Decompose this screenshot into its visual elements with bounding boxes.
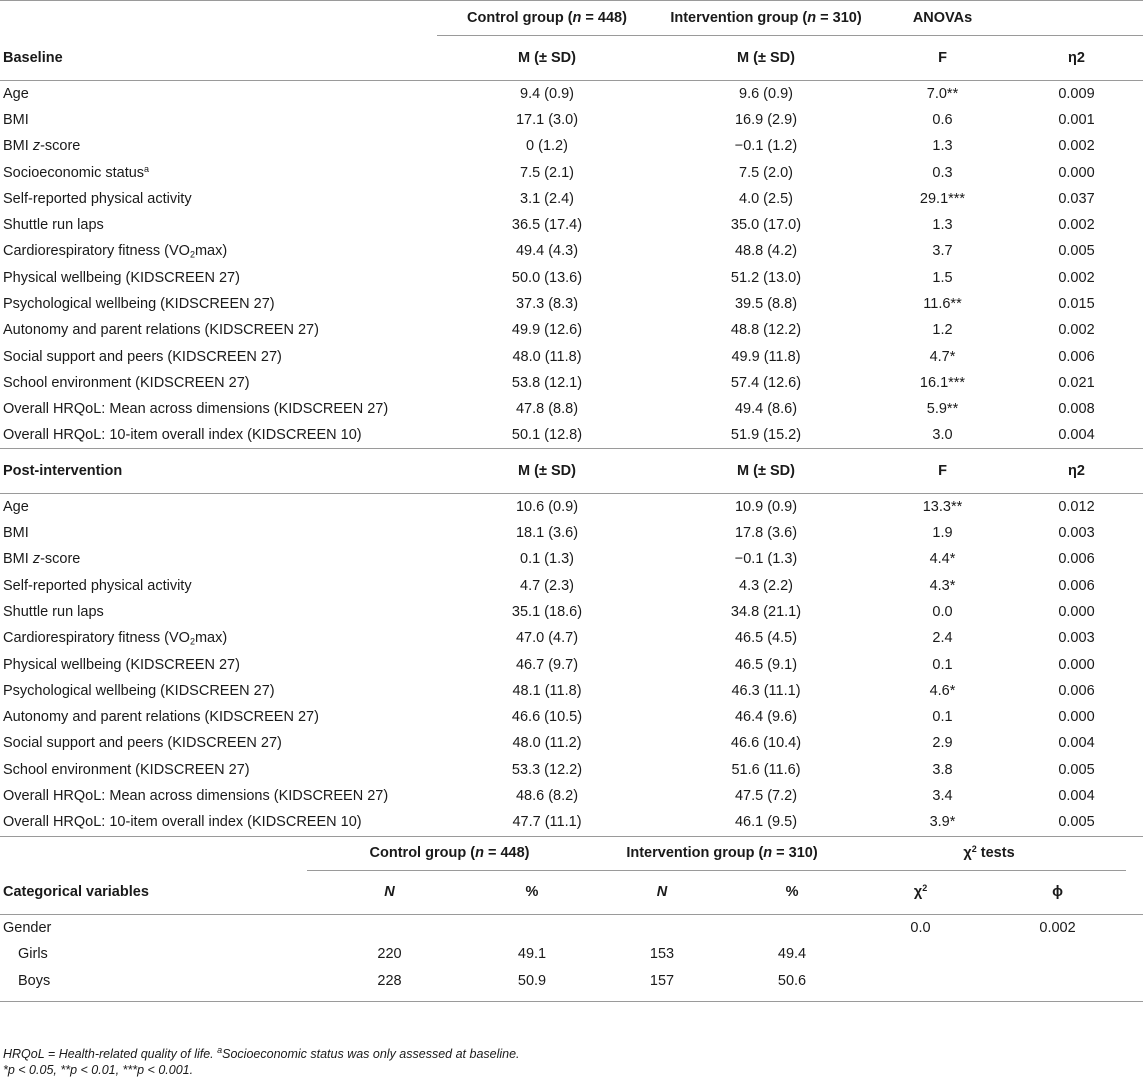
- eta-value: 0.006: [1058, 551, 1095, 568]
- table-row: [0, 704, 1143, 730]
- eta-value: 0.002: [1058, 217, 1095, 234]
- eta-value: 0.008: [1058, 401, 1095, 418]
- categorical-table: [0, 836, 1143, 1003]
- row-label: Age: [3, 85, 29, 102]
- eta-value: 0.021: [1058, 374, 1095, 391]
- control-value: 47.7 (11.1): [512, 814, 582, 831]
- intervention-value: 46.4 (9.6): [734, 709, 798, 726]
- intervention-value: 46.5 (9.1): [734, 656, 798, 673]
- control-value: 47.8 (8.8): [515, 401, 579, 418]
- f-value: 4.3*: [929, 577, 956, 594]
- row-label: Psychological wellbeing (KIDSCREEN 27): [3, 296, 275, 313]
- gender-sub-label: Girls: [18, 945, 48, 962]
- table-row: [0, 941, 1143, 968]
- intervention-value: 34.8 (21.1): [730, 603, 802, 620]
- row-label: Self-reported physical activity: [3, 577, 192, 594]
- f-value: 1.2: [932, 322, 953, 339]
- table-row: [0, 599, 1143, 625]
- f-value: 1.3: [932, 217, 953, 234]
- control-value: 46.6 (10.5): [511, 709, 583, 726]
- f-value: 1.9: [932, 525, 953, 542]
- control-group-header: Control group (n = 448): [437, 1, 657, 36]
- table-row: [0, 370, 1143, 396]
- intervention-value: 51.2 (13.0): [730, 269, 802, 286]
- intervention-value: 9.6 (0.9): [739, 85, 793, 102]
- table-row: [0, 81, 1143, 107]
- eta-value: 0.005: [1058, 243, 1095, 260]
- row-label: Socioeconomic status$^a$: [3, 163, 150, 181]
- col-pct-control: %: [472, 870, 592, 914]
- control-value: 35.1 (18.6): [511, 603, 583, 620]
- f-value: 1.3: [932, 138, 953, 155]
- eta-value: 0.005: [1058, 814, 1095, 831]
- control-value: 50.0 (13.6): [511, 269, 583, 286]
- intervention-value: 4.3 (2.2): [739, 577, 793, 594]
- col-header-f: F: [875, 449, 1010, 494]
- footnote-abbrev: HRQoL = Health-related quality of life. $^a$Socioeconomic status was only assessed at baseline.: [3, 1045, 520, 1061]
- intervention-value: 49.4 (8.6): [734, 401, 798, 418]
- group-header-row: [0, 1, 1143, 36]
- eta-value: 0.000: [1058, 656, 1095, 673]
- pct-intervention: 50.6: [777, 972, 807, 989]
- intervention-value: 46.5 (4.5): [734, 630, 798, 647]
- table-row: [0, 573, 1143, 599]
- categorical-subheader-row: [0, 870, 1143, 914]
- f-value: 16.1***: [919, 374, 966, 391]
- row-label: Shuttle run laps: [3, 217, 104, 234]
- gender-row: [0, 914, 1143, 941]
- eta-value: 0.003: [1058, 525, 1095, 542]
- eta-value: 0.037: [1058, 190, 1095, 207]
- f-value: 3.4: [932, 788, 953, 805]
- f-value: 3.0: [932, 427, 953, 444]
- control-value: 46.7 (9.7): [515, 656, 579, 673]
- col-header-eta: η2: [1010, 449, 1143, 494]
- row-label: BMI: [3, 525, 29, 542]
- control-value: 49.4 (4.3): [515, 243, 579, 260]
- categorical-body: [0, 941, 1143, 994]
- intervention-value: 47.5 (7.2): [734, 788, 798, 805]
- f-value: 0.3: [932, 164, 953, 181]
- table-row: [0, 133, 1143, 159]
- control-value: 36.5 (17.4): [511, 217, 583, 234]
- f-value: 0.1: [932, 656, 953, 673]
- col-header-intervention-m: M (± SD): [657, 449, 875, 494]
- table-row: [0, 783, 1143, 809]
- f-value: 3.8: [932, 761, 953, 778]
- f-value: 5.9**: [926, 401, 959, 418]
- post-body: [0, 494, 1143, 836]
- eta-value: 0.006: [1058, 348, 1095, 365]
- row-label: Social support and peers (KIDSCREEN 27): [3, 348, 282, 365]
- intervention-value: 35.0 (17.0): [730, 217, 802, 234]
- eta-value: 0.002: [1058, 322, 1095, 339]
- row-label: Shuttle run laps: [3, 603, 104, 620]
- intervention-value: 48.8 (12.2): [730, 322, 802, 339]
- row-label: Overall HRQoL: Mean across dimensions (KIDSCREEN 27): [3, 788, 389, 805]
- f-value: 0.1: [932, 709, 953, 726]
- eta-value: 0.012: [1058, 499, 1095, 516]
- section-title-post: Post-intervention: [0, 449, 437, 494]
- col-pct-intervention: %: [732, 870, 852, 914]
- eta-value: 0.005: [1058, 761, 1095, 778]
- control-value: 48.6 (8.2): [515, 788, 579, 805]
- table-bottom-rule: [0, 994, 1143, 1002]
- col-n-intervention: N: [592, 870, 732, 914]
- eta-value: 0.003: [1058, 630, 1095, 647]
- table-row: [0, 291, 1143, 317]
- gender-label: Gender: [3, 919, 52, 936]
- col-phi: ϕ: [989, 870, 1126, 914]
- gender-sub-label: Boys: [18, 972, 51, 989]
- control-value: 4.7 (2.3): [520, 577, 574, 594]
- col-header-control-m: M (± SD): [437, 449, 657, 494]
- row-label: Physical wellbeing (KIDSCREEN 27): [3, 269, 240, 286]
- intervention-group-header: Intervention group (n = 310): [657, 1, 875, 36]
- row-label: Autonomy and parent relations (KIDSCREEN 27): [3, 709, 319, 726]
- col-header-control-m: M (± SD): [437, 36, 657, 81]
- control-value: 53.3 (12.2): [511, 761, 583, 778]
- intervention-value: 16.9 (2.9): [734, 111, 798, 128]
- intervention-value: 39.5 (8.8): [734, 296, 798, 313]
- eta-value: 0.006: [1058, 682, 1095, 699]
- row-label: School environment (KIDSCREEN 27): [3, 761, 250, 778]
- pct-control: 49.1: [517, 945, 547, 962]
- eta-value: 0.002: [1058, 269, 1095, 286]
- table-row: [0, 546, 1143, 572]
- table-row: [0, 265, 1143, 291]
- n-intervention: 153: [649, 945, 675, 962]
- intervention-value: −0.1 (1.2): [734, 138, 798, 155]
- intervention-value: −0.1 (1.3): [734, 551, 798, 568]
- row-label: Psychological wellbeing (KIDSCREEN 27): [3, 682, 275, 699]
- table-row: [0, 396, 1143, 422]
- table-row: [0, 159, 1143, 185]
- f-value: 11.6**: [923, 296, 962, 313]
- pct-intervention: 49.4: [777, 945, 807, 962]
- col-header-f: F: [875, 36, 1010, 81]
- categorical-title: Categorical variables: [0, 870, 307, 914]
- eta-value: 0.000: [1058, 603, 1095, 620]
- gender-phi: 0.002: [1039, 919, 1076, 936]
- table-row: [0, 520, 1143, 546]
- eta-value: 0.004: [1058, 735, 1095, 752]
- f-value: 13.3**: [922, 499, 963, 516]
- f-value: 4.4*: [929, 551, 956, 568]
- n-control: 228: [377, 972, 402, 989]
- row-label: Cardiorespiratory fitness $(VO_2\max)$: [3, 630, 228, 647]
- row-label: BMI z-score: [3, 551, 81, 568]
- col-n-control: N: [307, 870, 472, 914]
- eta-value: 0.004: [1058, 788, 1095, 805]
- categorical-group-header-row: [0, 836, 1143, 870]
- row-label: Physical wellbeing (KIDSCREEN 27): [3, 656, 240, 673]
- n-control: 220: [377, 945, 402, 962]
- cat-intervention-header: Intervention group (n = 310): [592, 836, 852, 870]
- control-value: 53.8 (12.1): [511, 374, 583, 391]
- table-row: [0, 186, 1143, 212]
- intervention-value: 51.6 (11.6): [731, 761, 801, 778]
- table-row: [0, 107, 1143, 133]
- table-row: [0, 730, 1143, 756]
- control-value: 0 (1.2): [526, 138, 568, 155]
- eta-value: 0.001: [1058, 111, 1095, 128]
- control-value: 10.6 (0.9): [515, 499, 579, 516]
- f-value: 2.4: [932, 630, 953, 647]
- eta-value: 0.004: [1058, 427, 1095, 444]
- table-row: [0, 422, 1143, 448]
- f-value: 3.9*: [929, 814, 956, 831]
- row-label: Autonomy and parent relations (KIDSCREEN 27): [3, 322, 319, 339]
- table-row: [0, 343, 1143, 369]
- table-row: [0, 967, 1143, 994]
- control-value: 48.0 (11.2): [512, 735, 582, 752]
- gender-chi2: 0.0: [910, 919, 931, 936]
- row-label: BMI z-score: [3, 138, 81, 155]
- table-row: [0, 212, 1143, 238]
- eta-value: 0.015: [1058, 296, 1095, 313]
- control-value: 0.1 (1.3): [520, 551, 574, 568]
- col-chi2: $\chi^2$: [852, 870, 989, 914]
- f-value: 3.7: [932, 243, 953, 260]
- intervention-value: 46.3 (11.1): [731, 682, 801, 699]
- pct-control: 50.9: [517, 972, 547, 989]
- table-row: [0, 651, 1143, 677]
- intervention-value: 46.1 (9.5): [734, 814, 798, 831]
- table-row: [0, 678, 1143, 704]
- f-value: 1.5: [932, 269, 953, 286]
- intervention-value: 48.8 (4.2): [734, 243, 798, 260]
- intervention-value: 49.9 (11.8): [731, 348, 801, 365]
- control-value: 47.0 (4.7): [515, 630, 579, 647]
- control-value: 49.9 (12.6): [511, 322, 583, 339]
- table-row: [0, 238, 1143, 264]
- eta-value: 0.002: [1058, 138, 1095, 155]
- post-header-row: [0, 449, 1143, 494]
- control-value: 18.1 (3.6): [515, 525, 579, 542]
- control-value: 48.1 (11.8): [512, 682, 582, 699]
- row-label: Cardiorespiratory fitness $(VO_2\max)$: [3, 243, 228, 260]
- n-intervention: 157: [649, 972, 675, 989]
- cat-control-header: Control group (n = 448): [307, 836, 592, 870]
- intervention-value: 10.9 (0.9): [734, 499, 798, 516]
- row-label: School environment (KIDSCREEN 27): [3, 374, 250, 391]
- intervention-value: 51.9 (15.2): [730, 427, 802, 444]
- control-value: 7.5 (2.1): [520, 164, 574, 181]
- control-value: 37.3 (8.3): [515, 296, 579, 313]
- footnotes: [0, 1046, 520, 1078]
- control-value: 3.1 (2.4): [520, 190, 574, 207]
- f-value: 4.7*: [929, 348, 956, 365]
- row-label: Overall HRQoL: Mean across dimensions (KIDSCREEN 27): [3, 401, 389, 418]
- col-header-intervention-m: M (± SD): [657, 36, 875, 81]
- section-title-baseline: Baseline: [0, 36, 437, 81]
- table-row: [0, 317, 1143, 343]
- eta-value: 0.006: [1058, 577, 1095, 594]
- chi-tests-header: $\chi^2$ tests: [852, 836, 1126, 870]
- table-row: [0, 809, 1143, 835]
- intervention-value: 46.6 (10.4): [730, 735, 802, 752]
- f-value: 7.0**: [926, 85, 959, 102]
- row-label: BMI: [3, 111, 29, 128]
- table-row: [0, 494, 1143, 520]
- row-label: Overall HRQoL: 10-item overall index (KIDSCREEN 10): [3, 427, 362, 444]
- eta-value: 0.009: [1058, 85, 1095, 102]
- intervention-value: 4.0 (2.5): [739, 190, 793, 207]
- intervention-value: 17.8 (3.6): [734, 525, 798, 542]
- baseline-body: [0, 81, 1143, 449]
- baseline-header-row: [0, 36, 1143, 81]
- control-value: 48.0 (11.8): [512, 348, 582, 365]
- eta-value: 0.000: [1058, 709, 1095, 726]
- anovas-header: ANOVAs: [875, 1, 1010, 36]
- control-value: 50.1 (12.8): [511, 427, 583, 444]
- row-label: Social support and peers (KIDSCREEN 27): [3, 735, 282, 752]
- f-value: 4.6*: [929, 682, 956, 699]
- f-value: 0.6: [932, 111, 953, 128]
- table-row: [0, 625, 1143, 651]
- f-value: 29.1***: [919, 190, 966, 207]
- eta-value: 0.000: [1058, 164, 1095, 181]
- f-value: 0.0: [932, 603, 953, 620]
- row-label: Age: [3, 499, 29, 516]
- row-label: Self-reported physical activity: [3, 190, 192, 207]
- control-value: 9.4 (0.9): [520, 85, 574, 102]
- control-value: 17.1 (3.0): [515, 111, 579, 128]
- col-header-eta: η2: [1010, 36, 1143, 81]
- footnote-significance: *p < 0.05, **p < 0.01, ***p < 0.001.: [3, 1063, 194, 1077]
- intervention-value: 57.4 (12.6): [730, 374, 802, 391]
- f-value: 2.9: [932, 735, 953, 752]
- intervention-value: 7.5 (2.0): [739, 164, 793, 181]
- table-row: [0, 757, 1143, 783]
- row-label: Overall HRQoL: 10-item overall index (KIDSCREEN 10): [3, 814, 362, 831]
